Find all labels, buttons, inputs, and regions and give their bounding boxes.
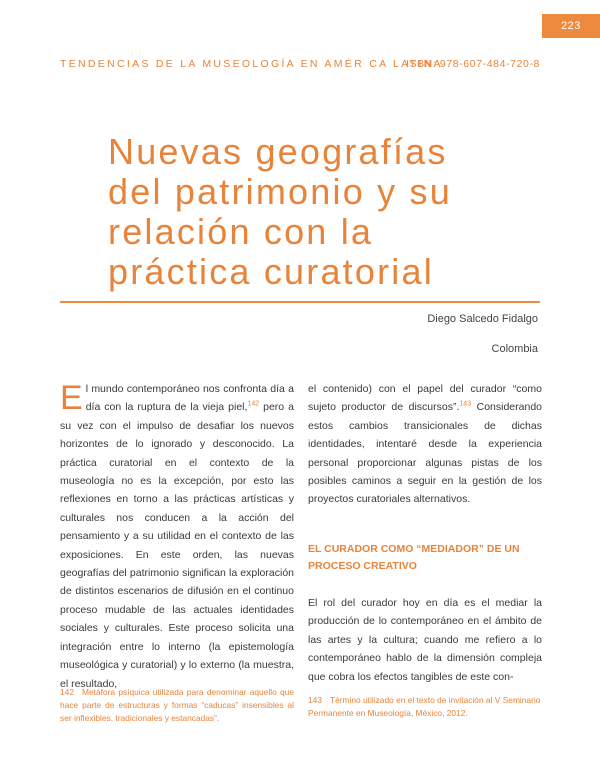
- body-column-left: [60, 380, 294, 693]
- body-paragraph: [308, 380, 542, 509]
- footnote-142: [60, 686, 294, 724]
- author-name: Diego Salcedo Fidalgo: [427, 313, 538, 325]
- body-text: pero a su vez con el impulso de desafiar los nuevos horizontes de lo ignorado y desconocido. La práctica curatorial en el contexto de la museología no es la excepción, por esto las reflexiones en torno a las prácticas artísticas y culturales nos conducen a la acción del pensamiento y a su utilidad en el contexto de las exposiciones. En este orden, las nuevas geografías del patrimonio significan la exploración de distintos escenarios de difusión en el continuo proceso mudable de las actuales identidades sociales y culturales. Este proceso solicita una integración entre lo interno (la epistemología museológica y curatorial) y lo externo (la muestra, el resultado,: [60, 401, 294, 690]
- author-country: Colombia: [491, 343, 538, 355]
- body-paragraph: El rol del curador hoy en día es el mediar la producción de lo contemporáneo en el ámbito de las artes y la cultura; cuando me refiero a lo contemporáneo hablo de la dimensión compleja que cobra los efectos tangibles de este con-: [308, 597, 542, 683]
- body-text: el contenido) con el papel del curador “como sujeto productor de discursos”.: [308, 383, 542, 414]
- body-column-right: [308, 380, 542, 509]
- footnote-number: 143: [308, 695, 322, 705]
- article-title: [108, 132, 548, 292]
- title-line: práctica curatorial: [108, 251, 434, 292]
- page-number: 223: [542, 14, 600, 38]
- running-head-title: TENDENCIAS DE LA MUSEOLOGÍA EN AMÉR CA LATINA: [60, 58, 443, 70]
- title-line: Nuevas geografías: [108, 131, 448, 172]
- footnote-143: [308, 694, 542, 720]
- title-line: relación con la: [108, 211, 374, 252]
- title-line: del patrimonio y su: [108, 171, 452, 212]
- body-text: Considerando estos cambios transicionales de dichas identidades, intentaré desde la experiencia personal proporcionar algunas pistas de los posibles caminos a seguir en la gestión de los proyectos curatoriales alternativos.: [308, 401, 542, 506]
- footnote-text: Metáfora psíquica utilizada para denominar aquello que hace parte de estructuras y formas “caducas” insensibles al ser inflexibles, tradicionales y estancadas”.: [60, 687, 294, 723]
- title-divider: [60, 301, 540, 303]
- body-column-right-continued: [308, 594, 542, 686]
- footnote-text: Término utilizado en el texto de invitación al V Seminario Permanente en Museología, México, 2012.: [308, 695, 541, 718]
- section-heading: EL CURADOR COMO “MEDIADOR” DE UN PROCESO CREATIVO: [308, 543, 520, 572]
- footnote-ref-142[interactable]: 142: [247, 400, 260, 408]
- running-head: [60, 58, 540, 70]
- footnote-number: 142: [60, 687, 74, 697]
- footnote-ref-143[interactable]: 143: [459, 400, 472, 408]
- isbn: ISBN: 978-607-484-720-8: [405, 58, 540, 70]
- body-paragraph: [60, 380, 294, 693]
- body-text: l mundo contemporáneo nos confronta día a día con la ruptura de la vieja piel,: [85, 383, 294, 414]
- drop-cap: E: [60, 379, 83, 417]
